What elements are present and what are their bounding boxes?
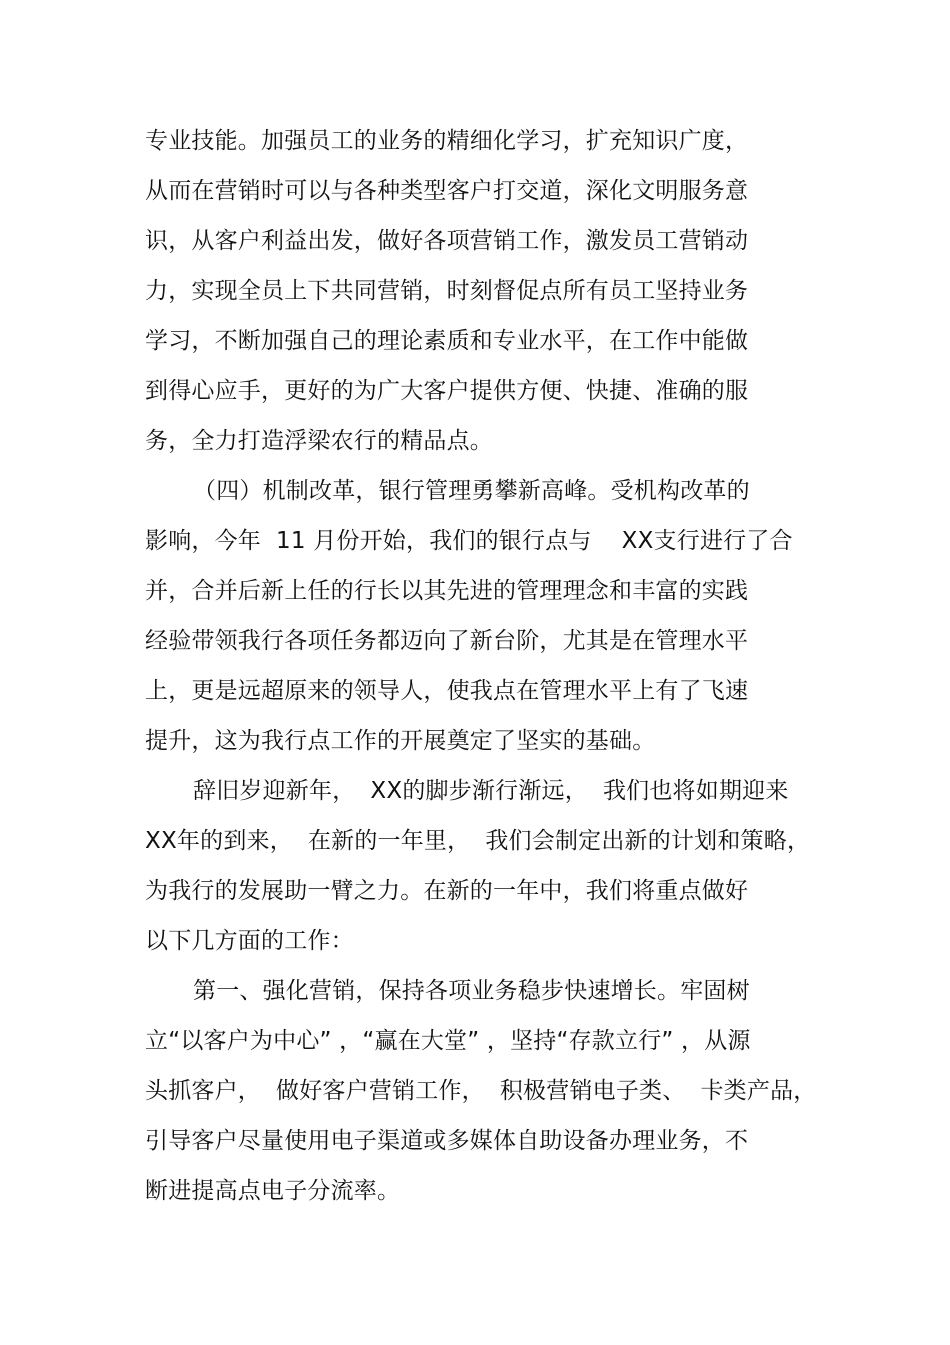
paragraph-line: 经验带领我行各项任务都迈向了新台阶，尤其是在管理水平: [145, 628, 749, 654]
paragraph-first-line: 辞旧岁迎新年， XX的脚步渐行渐远， 我们也将如期迎来: [193, 778, 789, 804]
paragraph-line: 影响，今年 11 月份开始，我们的银行点与 XX支行进行了合: [145, 528, 793, 554]
paragraph-line: 立“以客户为中心” ，“赢在大堂” ，坚持“存款立行” ，从源: [145, 1028, 751, 1054]
paragraph-line: 专业技能。加强员工的业务的精细化学习，扩充知识广度，: [145, 128, 749, 154]
paragraph-line: 引导客户尽量使用电子渠道或多媒体自助设备办理业务，不: [145, 1128, 749, 1154]
paragraph-heading-line: （四）机制改革，银行管理勇攀新高峰。受机构改革的: [193, 478, 750, 504]
paragraph-line: 提升，这为我行点工作的开展奠定了坚实的基础。: [145, 728, 656, 754]
paragraph-line: 务，全力打造浮梁农行的精品点。: [145, 428, 493, 454]
paragraph-first-line: 第一、强化营销，保持各项业务稳步快速增长。牢固树: [193, 978, 750, 1004]
paragraph-line: 断进提高点电子分流率。: [145, 1178, 401, 1204]
paragraph-line: 学习，不断加强自己的理论素质和专业水平，在工作中能做: [145, 328, 749, 354]
paragraph-line: 到得心应手，更好的为广大客户提供方便、快捷、准确的服: [145, 378, 749, 404]
paragraph-line: 上，更是远超原来的领导人，使我点在管理水平上有了飞速: [145, 678, 749, 704]
paragraph-line: 为我行的发展助一臂之力。在新的一年中，我们将重点做好: [145, 878, 749, 904]
paragraph-line: XX年的到来， 在新的一年里， 我们会制定出新的计划和策略，: [145, 828, 811, 854]
paragraph-line: 头抓客户， 做好客户营销工作， 积极营销电子类、 卡类产品，: [145, 1078, 817, 1104]
paragraph-line: 识，从客户利益出发，做好各项营销工作，激发员工营销动: [145, 228, 749, 254]
paragraph-line: 力，实现全员上下共同营销，时刻督促点所有员工坚持业务: [145, 278, 749, 304]
paragraph-line: 从而在营销时可以与各种类型客户打交道，深化文明服务意: [145, 178, 749, 204]
paragraph-line: 并，合并后新上任的行长以其先进的管理理念和丰富的实践: [145, 578, 749, 604]
paragraph-line: 以下几方面的工作：: [145, 928, 354, 954]
